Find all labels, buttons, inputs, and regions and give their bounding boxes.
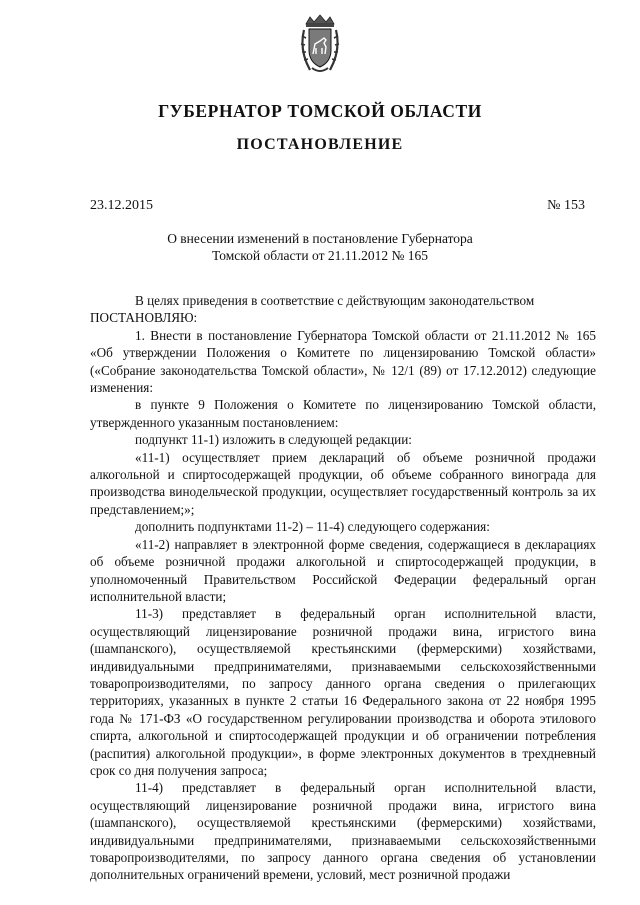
resolution-keyword: ПОСТАНОВЛЯЮ:: [90, 310, 198, 326]
document-date: 23.12.2015: [90, 198, 153, 213]
body-paragraph: 11-4) представляет в федеральный орган исполнительной власти, осуществляющий лицензирование розничной продажи вина, игристого вина (шампанского), осуществляемой крестьянскими (фермерскими) хозяйствами, индивидуальными предпринимателями, признаваемыми сельскохозяйственными товаропроизводителями, по запросу данного органа сведения об установлении дополнительных ограничений времени, условий, мест розничной продажи: [90, 780, 596, 883]
body-paragraph: «11-2) направляет в электронной форме сведения, содержащиеся в декларациях об объеме розничной продажи алкогольной и спиртосодержащей продукции, в уполномоченный Правительством Российской Федерации федеральный орган исполнительной власти;: [90, 536, 596, 604]
document-number: № 153: [547, 198, 585, 213]
body-paragraph: подпункт 11-1) изложить в следующей редакции:: [135, 432, 412, 448]
document-subject: [150, 230, 490, 264]
subject-line: Томской области от 21.11.2012 № 165: [212, 248, 428, 263]
body-paragraph: «11-1) осуществляет прием деклараций об объеме розничной продажи алкогольной и спиртосодержащей продукции, об объеме собранного винограда для производства винодельческой продукции, осуществляет государственный контроль за их представлением;»;: [90, 449, 596, 517]
body-paragraph: 11-3) представляет в федеральный орган исполнительной власти, осуществляющий лицензирование розничной продажи вина, игристого вина (шампанского), осуществляемой крестьянскими (фермерскими) хозяйствами, индивидуальными предпринимателями, признаваемыми сельскохозяйственными товаропроизводителями, по запросу данного органа сведения о прилегающих территориях, указанных в пункте 2 статьи 16 Федерального закона от 22 ноября 1995 года № 171-ФЗ «О государственном регулировании производства и оборота этилового спирта, алкогольной и спиртосодержащей продукции и об ограничении потребления (распития) алкогольной продукции», в форме электронных документов в трехдневный срок со дня получения запроса;: [90, 606, 596, 778]
body-paragraph: в пункте 9 Положения о Комитете по лицензированию Томской области, утвержденного указанным постановлением:: [90, 397, 596, 430]
body-paragraph: 1. Внести в постановление Губернатора Томской области от 21.11.2012 № 165 «Об утверждении Положения о Комитете по лицензированию Томской области» («Собрание законодательства Томской области», № 12/1 (89) от 17.12.2012) следующие изменения:: [90, 327, 596, 396]
authority-title: ГУБЕРНАТОР ТОМСКОЙ ОБЛАСТИ: [158, 101, 482, 121]
body-paragraph: В целях приведения в соответствие с действующим законодательством: [135, 293, 535, 308]
tomsk-coat-of-arms-icon: [298, 14, 342, 76]
subject-line: О внесении изменений в постановление Губернатора: [167, 231, 473, 246]
document-type: ПОСТАНОВЛЕНИЕ: [236, 136, 404, 153]
body-paragraph: дополнить подпунктами 11-2) – 11-4) следующего содержания:: [135, 519, 490, 535]
document-body: [90, 292, 596, 884]
